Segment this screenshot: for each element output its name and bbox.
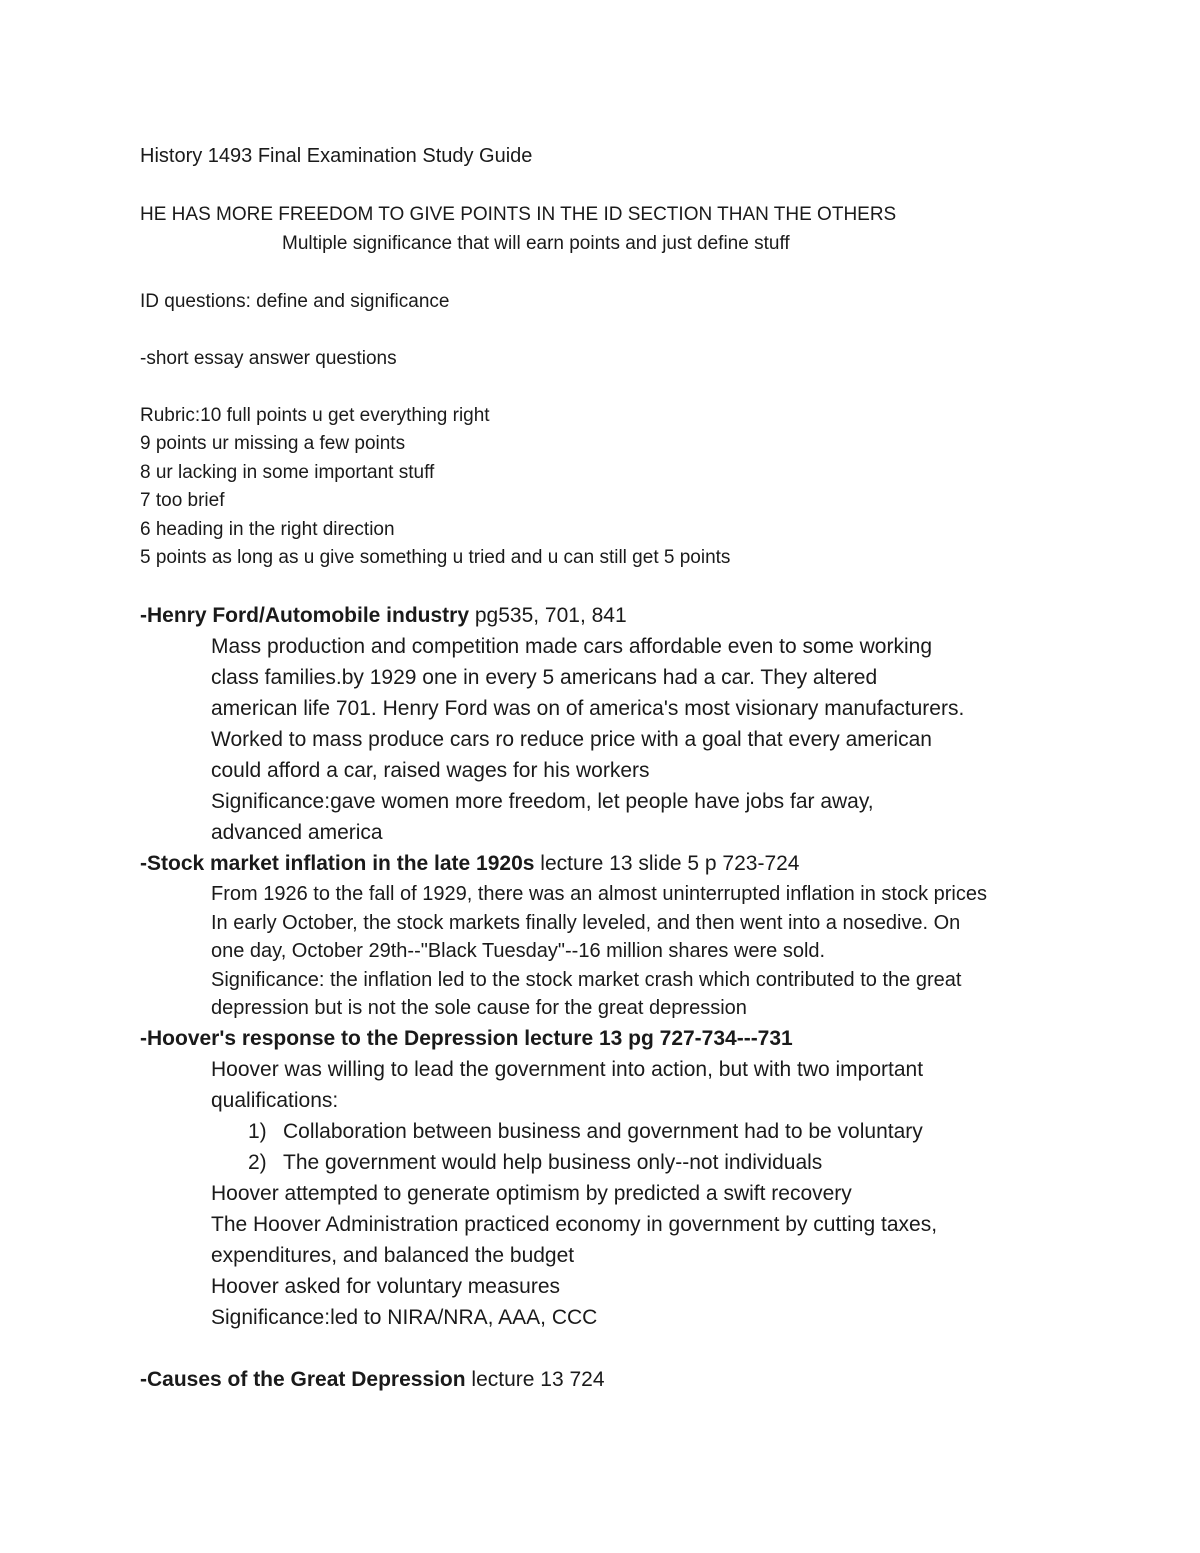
rubric-line: 8 ur lacking in some important stuff bbox=[140, 462, 435, 483]
list-item-text: The government would help business only--not individuals bbox=[283, 1151, 823, 1174]
section-body-line: Worked to mass produce cars ro reduce price with a goal that every american bbox=[211, 728, 932, 751]
notice-subtext: Multiple significance that will earn points and just define stuff bbox=[282, 233, 790, 254]
section-heading-title: -Causes of the Great Depression bbox=[140, 1368, 466, 1391]
section-heading-title: -Henry Ford/Automobile industry bbox=[140, 604, 470, 627]
section-heading-reference: lecture 13 slide 5 p 723-724 bbox=[534, 852, 800, 875]
section-body-line: advanced america bbox=[211, 821, 383, 844]
section-body-line: Significance: the inflation led to the stock market crash which contributed to the great bbox=[211, 969, 962, 991]
section-body-line: From 1926 to the fall of 1929, there was an almost uninterrupted inflation in stock prices bbox=[211, 883, 987, 905]
section-heading-reference: lecture 13 724 bbox=[465, 1368, 605, 1391]
short-essay-text: -short essay answer questions bbox=[140, 348, 397, 369]
section-body-line: In early October, the stock markets finally leveled, and then went into a nosedive. On bbox=[211, 912, 961, 934]
list-number: 2) bbox=[248, 1151, 267, 1174]
section-body-line: Hoover attempted to generate optimism by predicted a swift recovery bbox=[211, 1182, 852, 1205]
rubric-line: 5 points as long as u give something u tried and u can still get 5 points bbox=[140, 547, 731, 568]
section-heading bbox=[140, 1367, 605, 1393]
section-body-line: Mass production and competition made cars affordable even to some working bbox=[211, 635, 933, 658]
numbered-list-item bbox=[248, 1150, 823, 1176]
rubric-line: 7 too brief bbox=[140, 490, 225, 511]
section-body-line: The Hoover Administration practiced economy in government by cutting taxes, bbox=[211, 1213, 938, 1236]
section-body-line: could afford a car, raised wages for his workers bbox=[211, 759, 650, 782]
section-body-line: qualifications: bbox=[211, 1089, 339, 1112]
section-heading-title: -Stock market inflation in the late 1920s bbox=[140, 852, 535, 875]
rubric-line: Rubric:10 full points u get everything right bbox=[140, 405, 490, 426]
section-heading bbox=[140, 1026, 793, 1052]
section-heading-reference: pg535, 701, 841 bbox=[469, 604, 627, 627]
section-body-line: Significance:led to NIRA/NRA, AAA, CCC bbox=[211, 1306, 598, 1329]
section-body-line: expenditures, and balanced the budget bbox=[211, 1244, 575, 1267]
section-body-line: one day, October 29th--"Black Tuesday"--16 million shares were sold. bbox=[211, 940, 826, 962]
section-body-line: Hoover asked for voluntary measures bbox=[211, 1275, 560, 1298]
list-item-text: Collaboration between business and government had to be voluntary bbox=[283, 1120, 923, 1143]
numbered-list-item bbox=[248, 1119, 923, 1145]
section-heading bbox=[140, 851, 799, 877]
section-heading bbox=[140, 603, 627, 629]
section-body-line: american life 701. Henry Ford was on of america's most visionary manufacturers. bbox=[211, 697, 965, 720]
rubric-line: 9 points ur missing a few points bbox=[140, 433, 406, 454]
section-body-line: depression but is not the sole cause for the great depression bbox=[211, 997, 747, 1019]
section-body-line: Significance:gave women more freedom, let people have jobs far away, bbox=[211, 790, 874, 813]
document-title: History 1493 Final Examination Study Guide bbox=[140, 145, 533, 167]
list-number: 1) bbox=[248, 1120, 267, 1143]
section-body-line: class families.by 1929 one in every 5 americans had a car. They altered bbox=[211, 666, 878, 689]
id-questions-text: ID questions: define and significance bbox=[140, 291, 450, 312]
rubric-line: 6 heading in the right direction bbox=[140, 519, 395, 540]
section-heading-title: -Hoover's response to the Depression lecture 13 pg 727-734---731 bbox=[140, 1027, 793, 1050]
notice-text: HE HAS MORE FREEDOM TO GIVE POINTS IN THE ID SECTION THAN THE OTHERS bbox=[140, 204, 897, 225]
section-body-line: Hoover was willing to lead the government into action, but with two important bbox=[211, 1058, 924, 1081]
